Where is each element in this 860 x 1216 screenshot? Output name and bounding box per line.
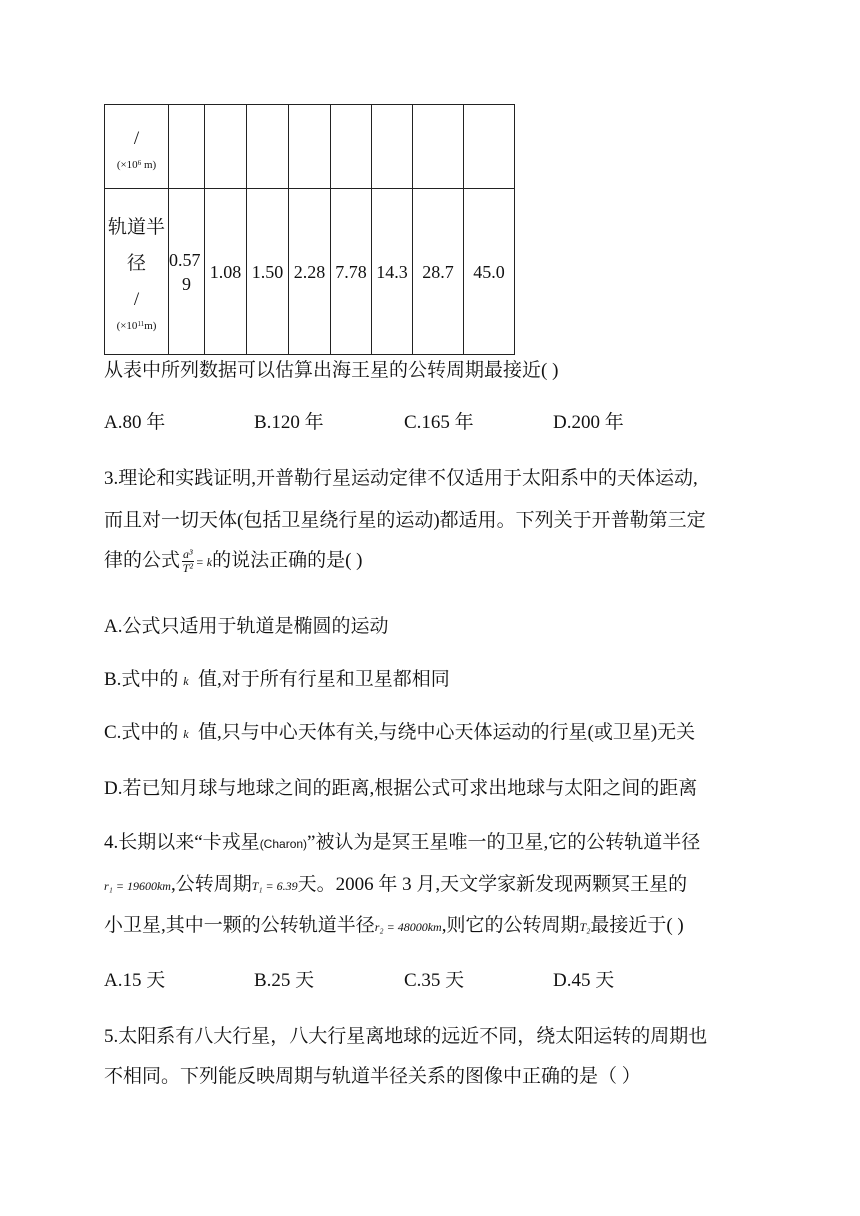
q4-option-d: D.45 天	[553, 970, 615, 991]
table-cell: 7.78	[331, 189, 372, 355]
q4-option-c: C.35 天	[404, 970, 465, 991]
q2-option-d: D.200 年	[553, 412, 624, 433]
q2-option-a: A.80 年	[104, 412, 166, 433]
kepler-formula: $\frac{\text{a³}}{\text{T²}}$	[182, 547, 193, 576]
table-cell: 1.08	[205, 189, 247, 355]
q4-text-line: 4.长期以来“卡戎星(Charon)”被认为是冥王星唯一的卫星,它的公转轨道半径	[104, 832, 701, 853]
table-cell	[289, 105, 331, 189]
q5-text-line: 5.太阳系有八大行星，八大行星离地球的远近不同，绕太阳运转的周期也	[104, 1026, 708, 1047]
q3-option-d: D.若已知月球与地球之间的距离,根据公式可求出地球与太阳之间的距离	[104, 778, 698, 799]
q2-stem: 从表中所列数据可以估算出海王星的公转周期最接近( )	[104, 360, 559, 381]
table-cell	[464, 105, 515, 189]
table-cell	[331, 105, 372, 189]
q4-option-a: A.15 天	[104, 970, 166, 991]
unit-label: ($\times 10^6$ m)	[116, 158, 157, 171]
q3-text-line: 律的公式 $\frac{\text{a³}}{\text{T²}}$ = k的说法正确的是( )	[104, 547, 363, 576]
table-cell	[205, 105, 247, 189]
table-row	[105, 105, 515, 189]
q4-option-b: B.25 天	[254, 970, 315, 991]
q2-option-c: C.165 年	[404, 412, 474, 433]
table-row	[105, 189, 515, 355]
slash-text: /	[133, 127, 140, 149]
table-cell: 14.3	[372, 189, 413, 355]
table-cell: 2.28	[289, 189, 331, 355]
table-cell	[372, 105, 413, 189]
planet-data-table	[104, 104, 515, 355]
slash-text: /	[133, 288, 140, 310]
table-cell	[169, 105, 205, 189]
q3-text-line: 而且对一切天体(包括卫星绕行星的运动)都适用。下列关于开普勒第三定	[104, 510, 706, 531]
table-cell: 0.57 9	[169, 189, 205, 355]
table-row-header	[105, 105, 169, 189]
table-cell: 45.0	[464, 189, 515, 355]
unit-label: $(\times 10^{11}m)$	[116, 319, 157, 332]
q3-option-b: B.式中的 k 值,对于所有行星和卫星都相同	[104, 669, 450, 690]
table-cell: 28.7	[413, 189, 464, 355]
q3-text-line: 3.理论和实践证明,开普勒行星运动定律不仅适用于太阳系中的天体运动,	[104, 468, 698, 489]
table-cell	[247, 105, 289, 189]
q4-text-line: r₁ = 19600km,公转周期T₁ = 6.39天。2006 年 3 月,天文学家新发现两颗冥王星的	[104, 874, 688, 895]
table-cell	[413, 105, 464, 189]
q3-option-a: A.公式只适用于轨道是椭圆的运动	[104, 616, 389, 637]
q5-text-line: 不相同。下列能反映周期与轨道半径关系的图像中正确的是（ ）	[104, 1066, 641, 1087]
table-cell: 1.50	[247, 189, 289, 355]
q3-option-c: C.式中的 k 值,只与中心天体有关,与绕中心天体运动的行星(或卫星)无关	[104, 722, 696, 743]
row-label: 径	[126, 252, 146, 274]
q4-text-line: 小卫星,其中一颗的公转轨道半径r₂ = 48000km,则它的公转周期T₂最接近于( )	[104, 915, 684, 936]
table-row-header	[105, 189, 169, 355]
q2-option-b: B.120 年	[254, 412, 324, 433]
row-label: 轨道半	[107, 216, 165, 238]
